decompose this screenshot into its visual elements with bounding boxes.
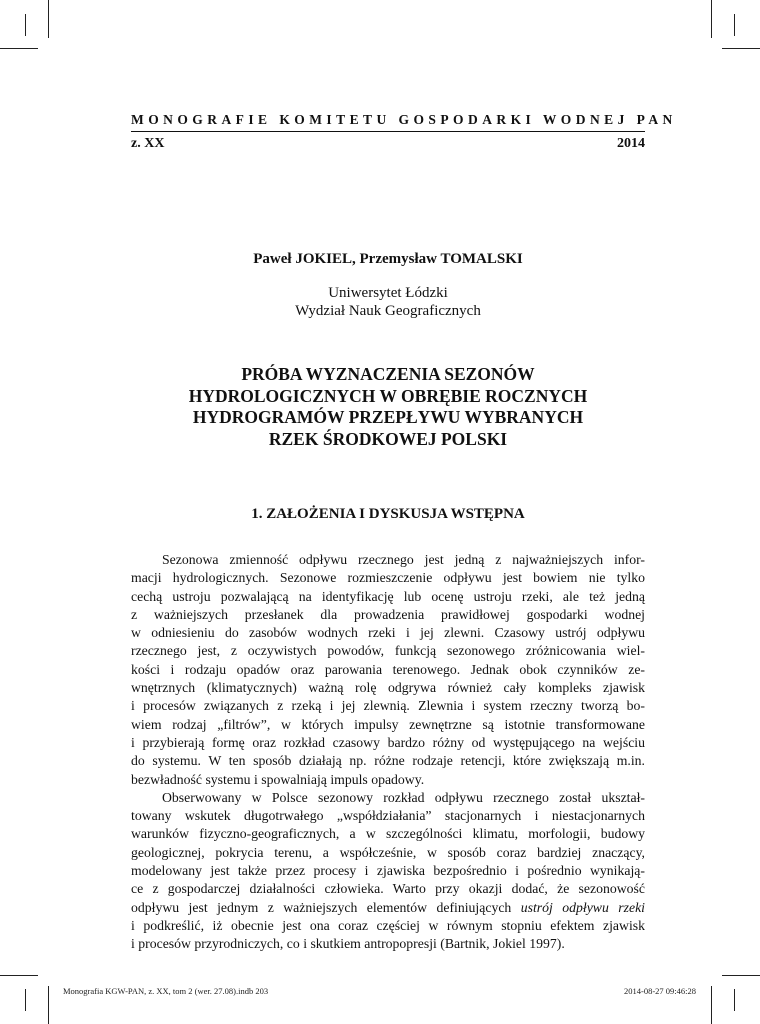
title-line: HYDROLOGICZNYCH W OBRĘBIE ROCZNYCH [188, 385, 588, 406]
section-heading: 1. ZAŁOŻENIA I DYSKUSJA WSTĘPNA [251, 506, 525, 522]
text-line: ce z gospodarczej działalności człowieka. Warto przy okazji dodać, że sezonowość [131, 881, 645, 897]
title-line: RZEK ŚRODKOWEJ POLSKI [268, 428, 508, 449]
text-line: i przybierają formę oraz rozkład czasowy bardzo różny od występującego na wejściu [131, 734, 645, 750]
text-line: wnętrznych (klimatycznych) ważną rolę odgrywa również cały kompleks zjawisk [131, 680, 645, 696]
text-line: geologicznej, pokrycia terenu, a współcześnie, w sposób coraz bardziej znaczący, [131, 844, 645, 860]
crop-mark [722, 975, 760, 976]
text-line: z ważniejszych przesłanek dla prowadzenia prawidłowej gospodarki wodnej [131, 606, 645, 622]
text-line: i procesów przyrodniczych, co i skutkiem antropopresji (Bartnik, Jokiel 1997). [131, 936, 565, 952]
crop-mark [0, 48, 38, 49]
header-rule [131, 131, 645, 132]
text-line: i procesów związanych z rzeką i jej zlewnią. Zlewnia i system rzeczny tworzą bo- [131, 698, 645, 714]
body-text [131, 551, 645, 954]
text-line: do systemu. W ten sposób działają np. różne rodzaje retencji, które zwiększają m.in. [131, 753, 645, 769]
text-line: towany wskutek długotrwałego „współdziałania” stacjonarnych i niestacjonarnych [131, 808, 645, 824]
text-line: warunków fizyczno-geograficznych, a w szczególności klimatu, morfologii, budowy [131, 826, 645, 842]
affiliation [131, 284, 645, 320]
text-line: macji hydrologicznych. Sezonowe rozmieszczenie odpływu jest bowiem nie tylko [131, 570, 645, 586]
publication-year: 2014 [617, 136, 645, 151]
text-line: wiem rodzaj „filtrów”, w których impulsy zewnętrzne są istotnie transformowane [131, 716, 645, 732]
text-line: kości i rodzaju opadów oraz parowania terenowego. Jednak obok czynników ze- [131, 661, 645, 677]
crop-mark [0, 975, 38, 976]
text-line: Sezonowa zmienność odpływu rzecznego jest jedną z najważniejszych infor- [162, 552, 645, 567]
title-line: HYDROGRAMÓW PRZEPŁYWU WYBRANYCH [192, 407, 584, 427]
text-line: w odniesieniu do zasobów wodnych rzeki i jej zlewni. Czasowy ustrój odpływu [131, 625, 645, 641]
faculty: Wydział Nauk Geograficznych [295, 303, 481, 319]
crop-mark [48, 0, 49, 38]
text-line: cechą ustroju pozwalającą na identyfikację lub ocenę ustroju rzeki, ale też jedną [131, 588, 645, 604]
text-line: modelowany jest także przez procesy i zjawiska bezpośrednio i pośrednio wynikają- [131, 863, 645, 879]
italic-term: ustrój odpływu rzeki [520, 899, 645, 915]
authors: Paweł JOKIEL, Przemysław TOMALSKI [253, 251, 523, 267]
crop-mark [734, 989, 735, 1011]
paper-title [131, 364, 645, 450]
crop-mark [48, 986, 49, 1024]
crop-mark [25, 989, 26, 1011]
issue-number: z. XX [131, 136, 165, 151]
journal-title: MONOGRAFIE KOMITETU GOSPODARKI WODNEJ PAN [131, 112, 677, 127]
print-footer-file: Monografia KGW-PAN, z. XX, tom 2 (wer. 27.08).indb 203 [63, 986, 269, 996]
text-line: i podkreślić, iż obecnie jest ona coraz częściej w równym stopniu efektem zjawisk [131, 917, 645, 933]
crop-mark [722, 48, 760, 49]
text-segment: odpływu jest jednym z ważniejszych elementów definiujących [131, 899, 521, 915]
crop-mark [25, 14, 26, 36]
crop-mark [711, 0, 712, 38]
text-line [131, 899, 645, 917]
text-line: bezwładność systemu i spowalniają impuls opadowy. [131, 771, 425, 787]
text-line: rzecznego jest, z oczywistych powodów, funkcją sezonowego zróżnicowania wiel- [131, 643, 645, 659]
university: Uniwersytet Łódzki [328, 285, 448, 301]
crop-mark [734, 14, 735, 36]
crop-mark [711, 986, 712, 1024]
title-line: PRÓBA WYZNACZENIA SEZONÓW [241, 364, 535, 384]
print-footer-timestamp: 2014-08-27 09:46:28 [623, 986, 696, 996]
text-line: Obserwowany w Polsce sezonowy rozkład odpływu rzecznego został ukształ- [162, 789, 645, 805]
